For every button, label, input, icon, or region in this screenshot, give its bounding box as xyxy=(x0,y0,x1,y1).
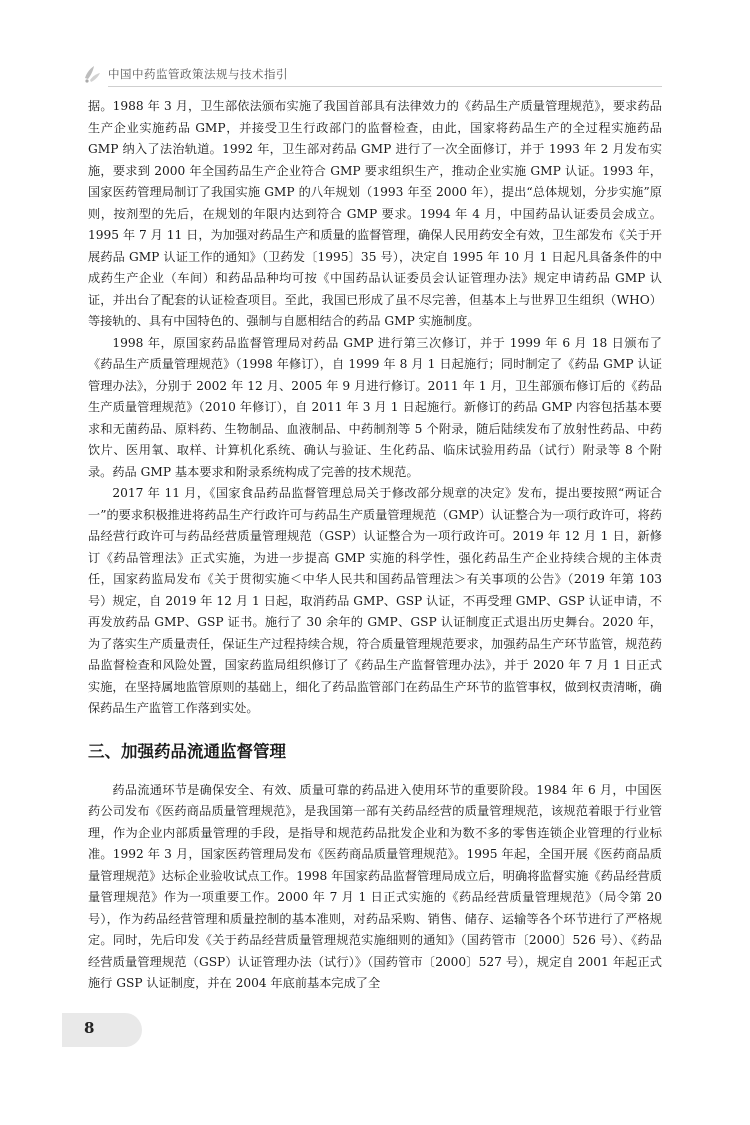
book-logo-icon xyxy=(82,62,102,84)
running-header xyxy=(88,62,662,88)
paragraph-drug-distribution: 药品流通环节是确保安全、有效、质量可靠的药品进入使用环节的重要阶段。1984 年 6 月，中国医药公司发布《医药商品质量管理规范》，是我国第一部有关药品经营的质量管理规范，该规范着眼于行业管理，作为企业内部质量管理的手段，是指导和规范药品批发企业和为数不多的零售连锁企业管理的行业标准。1992 年 3 月，国家医药管理局发布《医药商品质量管理规范》。1995 年起，全国开展《医药商品质量管理规范》达标企业验收试点工作。1998 年国家药品监督管理局成立后，明确将监督实施《药品经营质量管理规范》作为一项重要工作。2000 年 7 月 1 日正式实施的《药品经营质量管理规范》（局令第 20 号），作为药品经营管理和质量控制的基本准则，对药品采购、销售、储存、运输等各个环节进行了严格规定。同时，先后印发《关于药品经营质量管理规范实施细则的通知》（国药管市〔2000〕526 号）、《药品经营质量管理规范（GSP）认证管理办法（试行）》（国药管市〔2000〕527 号），规定自 2001 年起正式施行 GSP 认证制度，并在 2004 年底前基本完成了全 xyxy=(88,782,662,990)
page-number: 8 xyxy=(84,1019,95,1037)
page-body xyxy=(88,96,662,995)
page-number-tab xyxy=(62,1013,142,1047)
book-title: 中国中药监管政策法规与技术指引 xyxy=(108,67,288,81)
paragraph-gmp-2017-reform: 2017 年 11 月，《国家食品药品监督管理总局关于修改部分规章的决定》发布，提出要按照“两证合一”的要求积极推进将药品生产行政许可与药品生产质量管理规范（GMP）认证整合为一项行政许可，将药品经营行政许可与药品经营质量管理规范（GSP）认证整合为一项行政许可。2019 年 12 月 1 日，新修订《药品管理法》正式实施，为进一步提高 GMP 实施的科学性，强化药品生产企业持续合规的主体责任，国家药监局发布《关于贯彻实施＜中华人民共和国药品管理法＞有关事项的公告》（2019 年第 103 号）规定，自 2019 年 12 月 1 日起，取消药品 GMP、GSP 认证，不再受理 GMP、GSP 认证申请，不再发放药品 GMP、GSP 证书。施行了 30 余年的 GMP、GSP 认证制度正式退出历史舞台。2020 年，为了落实生产质量责任，保证生产过程持续合规，符合质量管理规范要求，加强药品生产环节监管，规范药品监督检查和风险处置，国家药监局组织修订了《药品生产监督管理办法》，并于 2020 年 7 月 1 日正式实施，在坚持属地监管原则的基础上，细化了药品监管部门在药品生产环节的监管事权，做到权责清晰，确保药品生产监管工作落到实处。 xyxy=(88,486,662,715)
paragraph-gmp-1998-revision: 1998 年，原国家药品监督管理局对药品 GMP 进行第三次修订，并于 1999 年 6 月 18 日颁布了《药品生产质量管理规范》（1998 年修订），自 1999 年 8 月 1 日起施行；同时制定了《药品 GMP 认证管理办法》，分别于 2002 年 12 月、2005 年 9 月进行修订。2011 年 1 月，卫生部颁布修订后的《药品生产质量管理规范》（2010 年修订），自 2011 年 3 月 1 日起施行。新修订的药品 GMP 内容包括基本要求和无菌药品、原料药、生物制品、血液制品、中药制剂等 5 个附录，随后陆续发布了放射性药品、中药饮片、医用氧、取样、计算机化系统、确认与验证、生化药品、临床试验用药品（试行）附录等 8 个附录。药品 GMP 基本要求和附录系统构成了完善的技术规范。 xyxy=(88,335,662,479)
header-divider xyxy=(108,86,662,87)
section-heading: 三、加强药品流通监督管理 xyxy=(88,741,286,761)
paragraph-gmp-history: 据。1988 年 3 月，卫生部依法颁布实施了我国首部具有法律效力的《药品生产质量管理规范》，要求药品生产企业实施药品 GMP，并接受卫生行政部门的监督检查，由此，国家将药品生产的全过程实施药品 GMP 纳入了法治轨道。1992 年，卫生部对药品 GMP 进行了一次全面修订，并于 1993 年 2 月发布实施，要求到 2000 年全国药品生产企业符合 GMP 要求组织生产，推动企业实施 GMP 认证。1993 年，国家医药管理局制订了我国实施 GMP 的八年规划（1993 年至 2000 年），提出“总体规划，分步实施”原则，按剂型的先后，在规划的年限内达到符合 GMP 要求。1994 年 4 月，中国药品认证委员会成立。1995 年 7 月 11 日，为加强对药品生产和质量的监督管理，确保人民用药安全有效，卫生部发布《关于开展药品 GMP 认证工作的通知》（卫药发〔1995〕35 号），决定自 1995 年 10 月 1 日起凡具备条件的中成药生产企业（车间）和药品品种均可按《中国药品认证委员会认证管理办法》规定申请药品 GMP 认证，并出台了配套的认证检查项目。至此，我国已形成了虽不尽完善，但基本上与世界卫生组织（WHO）等接轨的、具有中国特色的、强制与自愿相结合的药品 GMP 实施制度。 xyxy=(88,99,662,328)
